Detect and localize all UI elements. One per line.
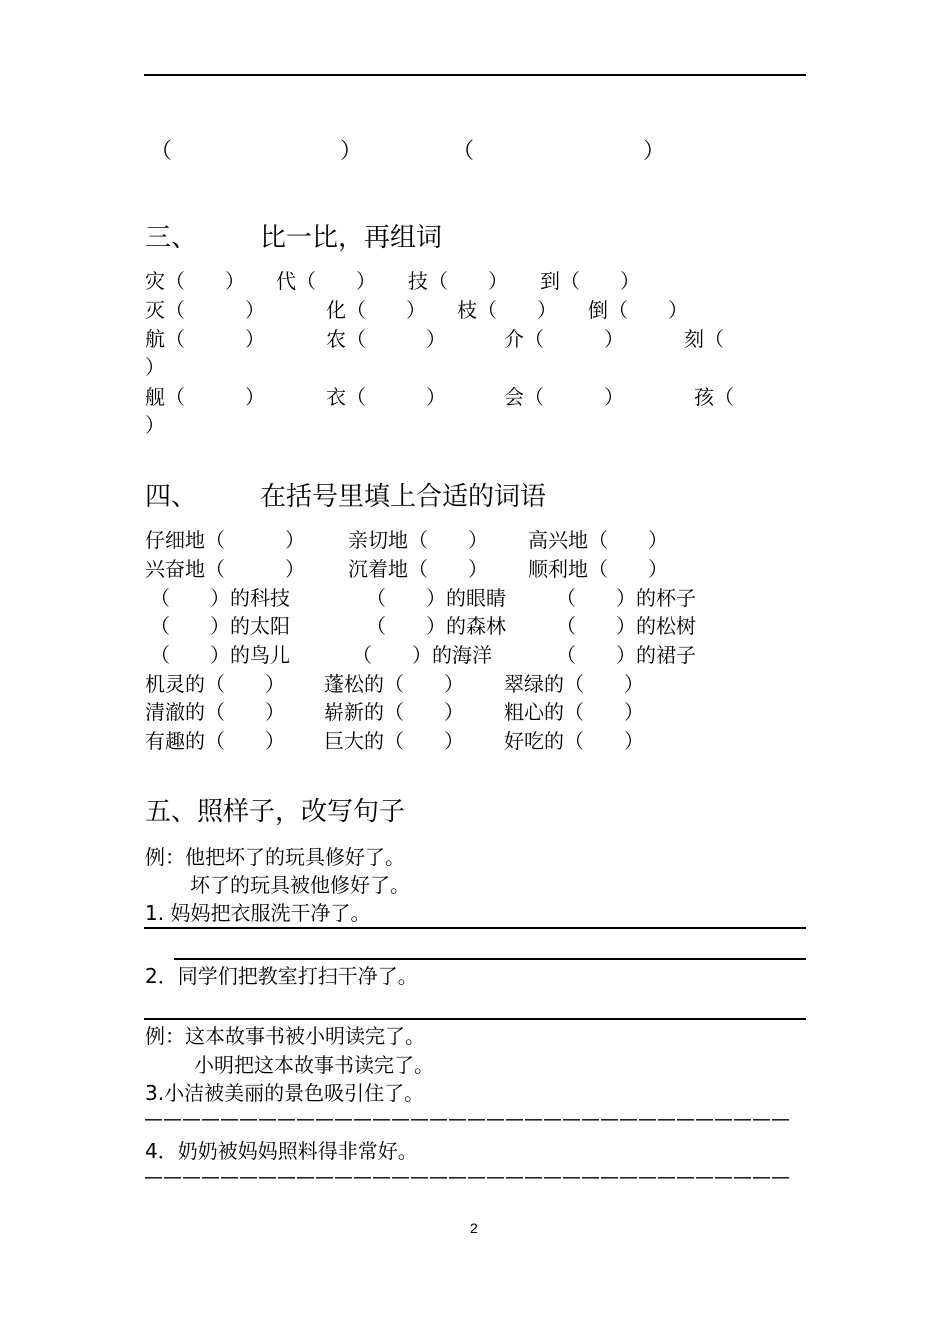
s3-cell: 舰（ ） [145, 385, 265, 409]
example-1-answer: 坏了的玩具被他修好了。 [190, 873, 410, 897]
s4-cell: 亲切地（ ） [348, 528, 488, 552]
s3-cell: 农（ ） [326, 327, 446, 351]
s3-cell: 灭（ ） [145, 298, 265, 322]
answer-line[interactable] [144, 1018, 806, 1020]
answer-line[interactable] [174, 958, 806, 960]
blank-close-2: ） [643, 139, 666, 164]
s4-cell: （ ）的杯子 [556, 586, 696, 610]
blank-open-1: （ [150, 139, 173, 164]
section-3-number: 三、 [145, 223, 198, 253]
page-number: 2 [470, 1220, 478, 1236]
s4-cell: 兴奋地（ ） [145, 557, 305, 581]
s4-cell: （ ）的裙子 [556, 643, 696, 667]
s4-cell: 有趣的（ ） [145, 729, 285, 753]
example-2-answer: 小明把这本故事书读完了。 [194, 1053, 434, 1077]
s3-cell: 介（ ） [504, 327, 624, 351]
s3-cell: 技（ ） [408, 269, 508, 293]
s4-cell: （ ）的太阳 [150, 614, 290, 638]
s4-cell: （ ）的科技 [150, 586, 290, 610]
s3-cell: 灾（ ） [145, 269, 245, 293]
blank-open-2: （ [452, 139, 475, 164]
s4-cell: 蓬松的（ ） [324, 672, 464, 696]
question-3: 3.小洁被美丽的景色吸引住了。 [145, 1081, 425, 1105]
s3-cell: 化（ ） [326, 298, 426, 322]
s4-cell: 机灵的（ ） [145, 672, 285, 696]
blank-close-1: ） [340, 139, 363, 164]
s3-cell: 刻（ [684, 327, 724, 351]
s3-cell: 航（ ） [145, 327, 265, 351]
question-4: 4．奶奶被妈妈照料得非常好。 [145, 1139, 418, 1163]
s3-cell: 到（ ） [540, 269, 640, 293]
s4-cell: 仔细地（ ） [145, 528, 305, 552]
s4-cell: 崭新的（ ） [324, 700, 464, 724]
s3-cell: 枝（ ） [457, 298, 557, 322]
section-4-number: 四、 [145, 482, 198, 512]
question-1: 1. 妈妈把衣服洗干净了。 [145, 901, 371, 925]
s4-cell: 粗心的（ ） [504, 700, 644, 724]
s3-cell: 代（ ） [276, 269, 376, 293]
s4-cell: （ ）的松树 [556, 614, 696, 638]
s3-wrap-paren: ） [145, 355, 165, 379]
s4-cell: 顺利地（ ） [528, 557, 668, 581]
s3-cell: 会（ ） [504, 385, 624, 409]
example-1-sentence: 例：他把坏了的玩具修好了。 [145, 845, 405, 869]
s3-cell: 衣（ ） [326, 385, 446, 409]
top-rule [144, 74, 806, 76]
s4-cell: 沉着地（ ） [348, 557, 488, 581]
s3-cell: 倒（ ） [588, 298, 688, 322]
s4-cell: 翠绿的（ ） [504, 672, 644, 696]
s4-cell: （ ）的森林 [366, 614, 506, 638]
s4-cell: 高兴地（ ） [528, 528, 668, 552]
s4-cell: （ ）的鸟儿 [150, 643, 290, 667]
s4-cell: 巨大的（ ） [324, 729, 464, 753]
section-4-title: 在括号里填上合适的词语 [260, 482, 547, 512]
s3-wrap-paren: ） [145, 413, 165, 437]
s4-cell: 好吃的（ ） [504, 729, 644, 753]
s4-cell: 清澈的（ ） [145, 700, 285, 724]
answer-line[interactable] [144, 927, 806, 929]
question-2: 2．同学们把教室打扫干净了。 [145, 964, 418, 988]
dashed-answer-line[interactable]: —————————————————————————————————— [144, 1168, 790, 1187]
example-2-sentence: 例：这本故事书被小明读完了。 [145, 1024, 425, 1048]
section-3-title: 比一比，再组词 [260, 223, 443, 253]
section-5-title: 五、照样子，改写句子 [145, 797, 406, 827]
s4-cell: （ ）的眼睛 [366, 586, 506, 610]
s3-cell: 孩（ [694, 385, 734, 409]
dashed-answer-line[interactable]: —————————————————————————————————— [144, 1110, 790, 1129]
s4-cell: （ ）的海洋 [352, 643, 492, 667]
